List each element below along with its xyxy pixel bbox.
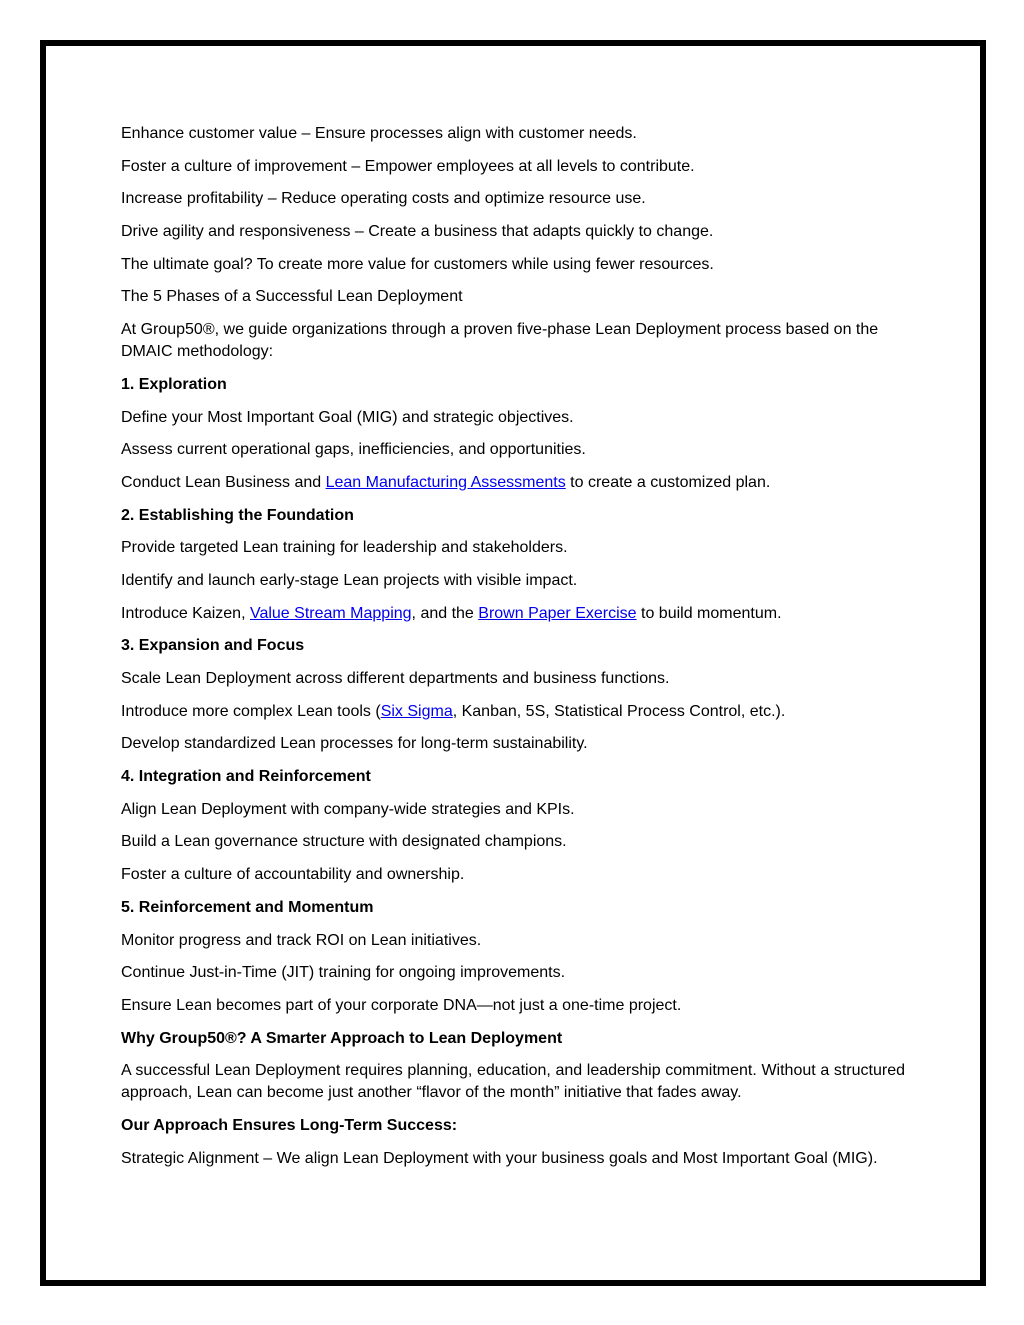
phase5-item: Ensure Lean becomes part of your corporate DNA—not just a one-time project.	[121, 996, 682, 1014]
text: Conduct Lean Business and	[121, 473, 326, 491]
phase3-title: 3. Expansion and Focus	[121, 637, 305, 655]
phase3-item: Develop standardized Lean processes for long-term sustainability.	[121, 735, 588, 753]
phase2-item: Identify and launch early-stage Lean projects with visible impact.	[121, 571, 578, 589]
text: to build momentum.	[636, 604, 782, 622]
phase3-item: Scale Lean Deployment across different departments and business functions.	[121, 670, 670, 687]
text: , and the	[411, 604, 479, 622]
phase1-item: Define your Most Important Goal (MIG) and strategic objectives.	[121, 408, 574, 426]
goal-line: Increase profitability – Reduce operating costs and optimize resource use.	[121, 190, 646, 208]
phase5-item: Continue Just-in-Time (JIT) training for ongoing improvements.	[121, 964, 566, 982]
intro-paragraph: At Group50®, we guide organizations through a proven five-phase Lean Deployment process based on the DMAIC methodology:	[121, 321, 879, 361]
phases-heading: The 5 Phases of a Successful Lean Deployment	[121, 288, 463, 306]
phase4-item: Align Lean Deployment with company-wide strategies and KPIs.	[121, 800, 575, 818]
value-stream-mapping-link[interactable]: Value Stream Mapping	[249, 604, 412, 622]
why-heading: Why Group50®? A Smarter Approach to Lean Deployment	[121, 1029, 563, 1047]
approach-heading: Our Approach Ensures Long-Term Success:	[121, 1116, 458, 1134]
goal-line: Drive agility and responsiveness – Create a business that adapts quickly to change.	[121, 223, 714, 241]
text: Introduce Kaizen,	[121, 604, 250, 622]
phase4-item: Foster a culture of accountability and ownership.	[121, 866, 465, 884]
text: Introduce more complex Lean tools (	[121, 702, 381, 720]
phase5-item: Monitor progress and track ROI on Lean initiatives.	[121, 931, 482, 949]
phase1-item: Assess current operational gaps, inefficiencies, and opportunities.	[121, 441, 586, 459]
goal-line: Enhance customer value – Ensure processes align with customer needs.	[121, 125, 637, 142]
text: , Kanban, 5S, Statistical Process Control, etc.).	[452, 702, 786, 720]
goal-line: Foster a culture of improvement – Empower employees at all levels to contribute.	[121, 157, 695, 175]
text: to create a customized plan.	[565, 473, 771, 491]
phase2-item: Provide targeted Lean training for leadership and stakeholders.	[121, 539, 568, 557]
phase5-title: 5. Reinforcement and Momentum	[121, 898, 374, 916]
six-sigma-link[interactable]: Six Sigma	[380, 702, 453, 720]
approach-item: Strategic Alignment – We align Lean Deployment with your business goals and Most Important Goal (MIG).	[121, 1149, 878, 1167]
phase4-title: 4. Integration and Reinforcement	[121, 768, 371, 786]
document-body	[121, 123, 905, 1170]
phase3-item	[121, 701, 905, 723]
lean-manufacturing-assessments-link[interactable]: Lean Manufacturing Assessments	[325, 473, 566, 491]
phase1-item	[121, 472, 905, 494]
ultimate-goal: The ultimate goal? To create more value for customers while using fewer resources.	[121, 255, 714, 273]
phase2-title: 2. Establishing the Foundation	[121, 506, 354, 524]
phase1-title: 1. Exploration	[121, 375, 227, 393]
phase2-item	[121, 603, 905, 625]
brown-paper-exercise-link[interactable]: Brown Paper Exercise	[478, 604, 637, 622]
why-paragraph: A successful Lean Deployment requires planning, education, and leadership commitment. Without a structured approach, Lean can become just another “flavor of the month” initiative that fades away.	[121, 1062, 905, 1102]
phase4-item: Build a Lean governance structure with designated champions.	[121, 833, 567, 851]
